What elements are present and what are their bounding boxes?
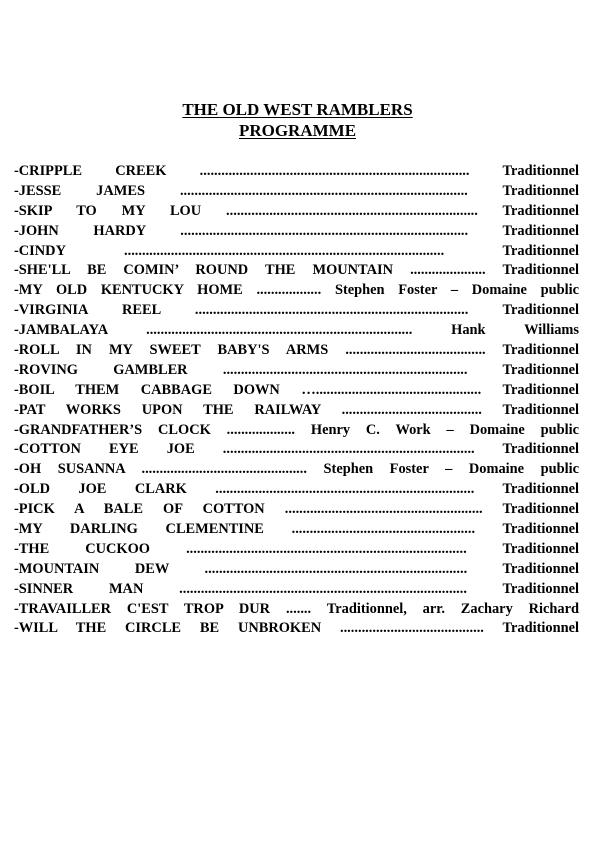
dot-leader: ......................................................................: [222, 441, 475, 458]
dot-leader: ............................................................................: [194, 302, 469, 319]
song-title: -WILL THE CIRCLE BE UNBROKEN: [14, 620, 322, 637]
song-title: -PAT WORKS UPON THE RAILWAY: [14, 401, 321, 418]
programme-entry: [14, 222, 579, 242]
programme-entry: [14, 162, 579, 182]
song-title: -SINNER MAN: [14, 580, 144, 597]
song-credit: Traditionnel: [502, 163, 579, 179]
song-credit: Traditionnel: [502, 521, 579, 538]
dot-leader: .........................................................................................: [124, 242, 445, 259]
song-title: -CINDY: [14, 242, 66, 259]
song-title: -BOIL THEM CABBAGE DOWN: [14, 381, 280, 398]
dot-leader: ..............................................: [141, 461, 307, 478]
dot-leader: .......................................................: [284, 501, 483, 518]
programme-entry: [14, 520, 579, 540]
programme-entry: [14, 460, 579, 480]
song-credit: Traditionnel: [502, 580, 579, 597]
dot-leader: .....................: [410, 262, 486, 279]
dot-leader: ......................................................................: [226, 202, 478, 219]
song-title: -ROLL IN MY SWEET BABY'S ARMS: [14, 342, 329, 359]
dot-leader: ....................................................................: [222, 361, 468, 378]
dot-leader: ................................................................................: [179, 580, 467, 597]
programme-entry: [14, 500, 579, 520]
song-credit: Traditionnel: [502, 182, 579, 199]
song-title: -VIRGINIA REEL: [14, 302, 161, 319]
programme-entry: [14, 600, 579, 620]
dot-leader: .........................................................................: [204, 560, 468, 577]
programme-entry: [14, 361, 579, 381]
dot-leader: ........................................................................: [215, 481, 475, 498]
programme-entry: [14, 261, 579, 281]
dot-leader: ................................................................................: [179, 182, 468, 199]
dot-leader: ...................: [226, 421, 296, 438]
song-credit: Traditionnel: [502, 242, 579, 259]
song-credit: Traditionnel: [502, 361, 579, 378]
dot-leader: ..........................................................................: [146, 322, 413, 339]
programme-entry: [14, 341, 579, 361]
song-credit: Traditionnel: [502, 222, 579, 239]
dot-leader: ................................................................................: [180, 222, 469, 239]
programme-entry: [14, 281, 579, 301]
song-credit: Traditionnel: [502, 202, 579, 219]
song-title: -MOUNTAIN DEW: [14, 560, 169, 577]
song-title: -JAMBALAYA: [14, 322, 108, 339]
programme-list: [14, 162, 579, 639]
dot-leader: .......: [285, 600, 312, 617]
programme-entry: [14, 321, 579, 341]
page-subtitle: PROGRAMME: [238, 121, 357, 140]
song-credit: Traditionnel: [502, 560, 579, 577]
dot-leader: ........................................: [339, 620, 484, 637]
song-title: -GRANDFATHER’S CLOCK: [14, 421, 211, 438]
dot-leader: …..............................................: [301, 381, 482, 398]
page-title: THE OLD WEST RAMBLERS: [182, 100, 413, 119]
programme-entry: [14, 421, 579, 441]
dot-leader: ..............................................................................: [186, 540, 467, 557]
programme-entry: [14, 401, 579, 421]
song-title: -JOHN HARDY: [14, 222, 146, 239]
programme-entry: [14, 301, 579, 321]
programme-entry: [14, 540, 579, 560]
song-title: -MY DARLING CLEMENTINE: [14, 521, 264, 538]
programme-entry: [14, 381, 579, 401]
song-title: -SKIP TO MY LOU: [14, 202, 202, 219]
programme-entry: [14, 440, 579, 460]
song-credit: Traditionnel: [502, 540, 579, 557]
song-credit: Traditionnel: [502, 381, 579, 398]
programme-entry: [14, 242, 579, 262]
song-credit: Stephen Foster – Domaine public: [334, 282, 579, 299]
programme-entry: [14, 480, 579, 500]
song-credit: Traditionnel: [502, 481, 579, 498]
song-title: -COTTON EYE JOE: [14, 441, 195, 458]
song-credit: Henry C. Work – Domaine public: [310, 421, 579, 438]
programme-entry: [14, 619, 579, 639]
dot-leader: ..................: [256, 282, 322, 299]
song-title: -ROVING GAMBLER: [14, 361, 188, 378]
song-title: -PICK A BALE OF COTTON: [14, 501, 265, 518]
song-credit: Traditionnel: [502, 302, 579, 319]
dot-leader: ...................................................: [291, 521, 476, 538]
song-credit: Traditionnel: [502, 501, 579, 518]
song-title: -SHE'LL BE COMIN’ ROUND THE MOUNTAIN: [14, 262, 393, 279]
dot-leader: ...........................................................................: [199, 163, 470, 179]
song-title: -OH SUSANNA: [14, 461, 125, 478]
song-credit: Stephen Foster – Domaine public: [323, 461, 579, 478]
song-title: -CRIPPLE CREEK: [14, 163, 167, 179]
song-title: -OLD JOE CLARK: [14, 481, 187, 498]
song-credit: Traditionnel: [502, 401, 579, 418]
song-credit: Traditionnel: [502, 262, 579, 279]
song-title: -TRAVAILLER C'EST TROP DUR: [14, 600, 271, 617]
dot-leader: .......................................: [341, 401, 482, 418]
song-credit: Traditionnel, arr. Zachary Richard: [326, 600, 579, 617]
song-credit: Hank Williams: [451, 322, 579, 339]
programme-entry: [14, 202, 579, 222]
programme-entry: [14, 560, 579, 580]
song-title: -THE CUCKOO: [14, 540, 150, 557]
dot-leader: .......................................: [345, 342, 486, 359]
song-credit: Traditionnel: [502, 620, 579, 637]
song-credit: Traditionnel: [502, 342, 579, 359]
song-title: -MY OLD KENTUCKY HOME: [14, 282, 243, 299]
programme-entry: [14, 580, 579, 600]
programme-entry: [14, 182, 579, 202]
song-credit: Traditionnel: [502, 441, 579, 458]
song-title: -JESSE JAMES: [14, 182, 145, 199]
